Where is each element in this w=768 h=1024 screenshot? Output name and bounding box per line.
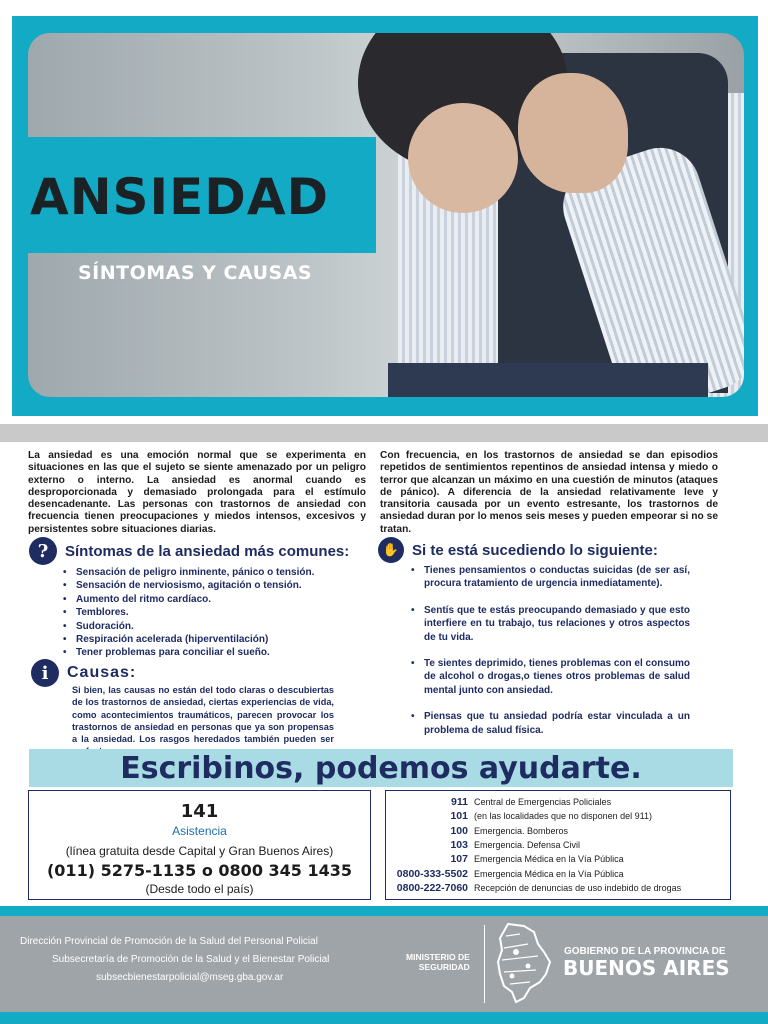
- assist-label: Asistencia: [172, 824, 227, 838]
- info-icon: i: [31, 659, 59, 687]
- sintomas-list: [62, 566, 362, 660]
- emergency-row: [386, 809, 730, 823]
- gobierno-label: GOBIERNO DE LA PROVINCIA DE: [564, 946, 726, 957]
- footer-email[interactable]: subsecbienestarpolicial@mseg.gba.gov.ar: [96, 972, 284, 983]
- emergency-row: [386, 824, 730, 838]
- phone-numbers[interactable]: (011) 5275-1135 o 0800 345 1435: [46, 861, 353, 880]
- emergency-desc: Emergencia. Defensa Civil: [474, 840, 581, 851]
- emergency-row: [386, 852, 730, 866]
- emergency-desc: Recepción de denuncias de uso indebido de drogas: [474, 882, 682, 893]
- list-item: • Sentís que te estás preocupando demasiado y que esto interfiere en tu trabajo, tus relaciones y otros aspectos de tu vida.: [410, 604, 690, 644]
- intro-left: La ansiedad es una emoción normal que se experimenta en situaciones en las que el sujeto se siente amenazado por un peligro externo o interno. La ansiedad es anormal cuando es desproporcionada y demasiado prolongada para el estímulo desencadenante. Las personas con trastornos de ansiedad con frecuencia tienen preocupaciones y miedos intensos, excesivos y persistentes sobre situaciones diarias.: [28, 450, 366, 535]
- country-note: (Desde todo el país): [145, 882, 254, 896]
- sintomas-header: [29, 537, 349, 565]
- intro-right: Con frecuencia, en los trastornos de ansiedad se dan episodios repetidos de sentimientos repentinos de ansiedad intensa y miedo o terror que alcanzan un máximo en una cuestión de minutos (ataques de pánico). A diferencia de la ansiedad relativamente leve y transitoria causada por un evento estresante, los trastornos de ansiedad duran por lo menos seis meses y pueden empeorar si no se tratan.: [380, 450, 718, 535]
- list-item: • Aumento del ritmo cardíaco.: [62, 593, 362, 606]
- emergency-code[interactable]: 0800-333-5502: [396, 867, 468, 880]
- contact-box: [28, 790, 371, 900]
- sintomas-title: Síntomas de la ansiedad más comunes:: [65, 542, 350, 560]
- causas-header: [31, 659, 136, 687]
- causas-text: Si bien, las causas no están del todo claras o descubiertas de los trastornos de ansiedad, ciertas experiencias de vida, como acontecimientos traumáticos, parecen provocar los trastornos de ansiedad en personas que ya son propensas a la ansiedad. Los rasgos heredados también pueden ser: [72, 685, 334, 745]
- ministerio-label: [406, 952, 470, 972]
- list-item: • Tienes pensamientos o conductas suicidas (de ser así, procura tratamiento de urgencia inmediatamente).: [410, 564, 690, 591]
- emergency-box: [385, 790, 731, 900]
- emergency-code[interactable]: 100: [450, 824, 468, 837]
- cta-banner: [29, 749, 733, 787]
- page-subtitle: SÍNTOMAS Y CAUSAS: [78, 262, 313, 284]
- list-item: • Tener problemas para conciliar el sueño.: [62, 646, 362, 659]
- list-item: • Temblores.: [62, 606, 362, 619]
- emergency-row: [386, 881, 730, 895]
- ministerio-line-1: MINISTERIO DE: [406, 952, 470, 962]
- list-item: • Te sientes deprimido, tienes problemas con el consumo de alcohol o drogas,o tienes otros problemas de salud mental junto con ansiedad.: [410, 657, 690, 697]
- list-item: • Sensación de nerviosismo, agitación o tensión.: [62, 579, 362, 592]
- emergency-code[interactable]: 103: [450, 839, 468, 852]
- divider-band: [0, 424, 768, 442]
- emergency-row: [386, 866, 730, 880]
- list-item: • Sudoración.: [62, 620, 362, 633]
- emergency-code[interactable]: 0800-222-7060: [396, 881, 468, 894]
- cta-text: Escribinos, podemos ayudarte.: [120, 750, 642, 786]
- ministerio-line-2: SEGURIDAD: [418, 962, 470, 972]
- list-item: • Respiración acelerada (hiperventilación): [62, 633, 362, 646]
- emergency-code[interactable]: 107: [450, 853, 468, 866]
- causas-title: Causas:: [67, 664, 137, 681]
- emergency-desc: (en las localidades que no disponen del 911): [474, 811, 652, 822]
- emergency-row: [386, 795, 730, 809]
- list-item: • Piensas que tu ansiedad podría estar vinculada a un problema de salud física.: [410, 710, 690, 737]
- hand-stop-icon: ✋: [378, 537, 404, 563]
- province-map-logo-icon: [494, 922, 554, 1004]
- sucediendo-header: [378, 537, 658, 563]
- footer-separator: [484, 925, 485, 1003]
- emergency-desc: Emergencia. Bomberos: [474, 825, 569, 836]
- footer-stripe: [0, 906, 768, 916]
- hero-banner: [0, 0, 768, 418]
- emergency-desc: Central de Emergencias Policiales: [474, 797, 612, 808]
- emergency-code[interactable]: 911: [451, 796, 468, 809]
- footer-direccion: Dirección Provincial de Promoción de la Salud del Personal Policial: [20, 936, 318, 947]
- emergency-desc: Emergencia Médica en la Vía Pública: [474, 868, 624, 879]
- assist-number[interactable]: 141: [180, 801, 219, 822]
- provincia-label: BUENOS AIRES: [563, 956, 730, 980]
- question-icon: ?: [29, 537, 57, 565]
- sucediendo-list: [410, 564, 690, 750]
- sucediendo-title: Si te está sucediendo lo siguiente:: [412, 541, 658, 559]
- footer-bottom-stripe: [0, 1012, 768, 1024]
- page-title: ANSIEDAD: [30, 168, 330, 226]
- free-line-note: (línea gratuita desde Capital y Gran Buenos Aires): [65, 844, 334, 858]
- footer-subsecretaria: Subsecretaría de Promoción de la Salud y el Bienestar Policial: [52, 954, 330, 965]
- emergency-desc: Emergencia Médica en la Vía Pública: [474, 854, 624, 865]
- emergency-code[interactable]: 101: [450, 810, 468, 823]
- emergency-row: [386, 838, 730, 852]
- list-item: • Sensación de peligro inminente, pánico o tensión.: [62, 566, 362, 579]
